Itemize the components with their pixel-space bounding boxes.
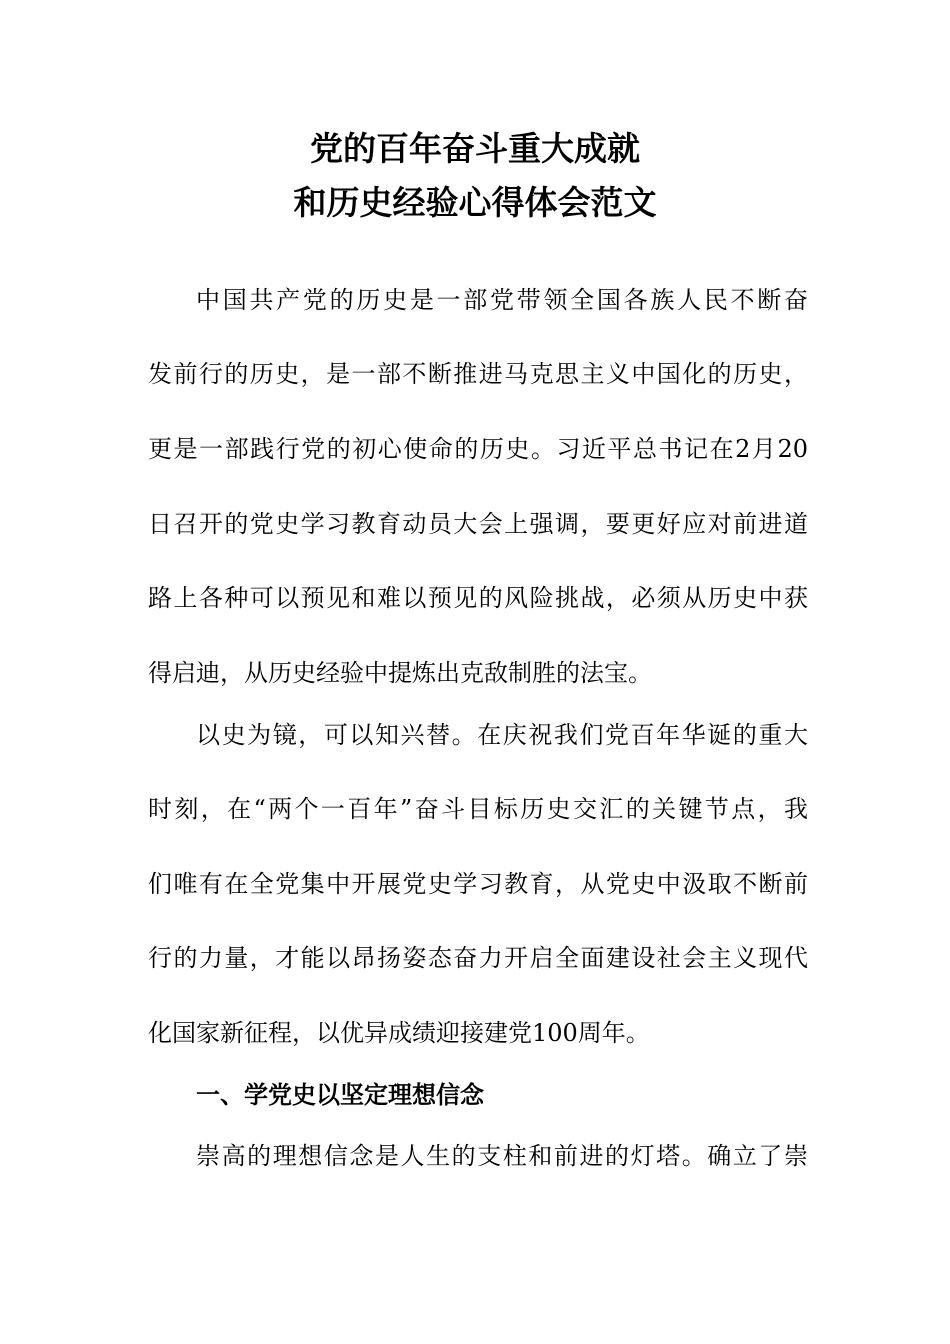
paragraph-1-line-3: 更是一部践行党的初心使命的历史。习近平总书记在2月20 (148, 435, 808, 463)
paragraph-1-line-6: 得启迪，从历史经验中提炼出克敌制胜的法宝。 (148, 659, 652, 687)
paragraph-1-line-4: 日召开的党史学习教育动员大会上强调，要更好应对前进道 (148, 510, 808, 538)
paragraph-2-line-1: 以史为镜，可以知兴替。在庆祝我们党百年华诞的重大 (196, 721, 808, 749)
document-title-line-1: 党的百年奋斗重大成就 (310, 129, 640, 168)
paragraph-2-line-5: 化国家新征程，以优异成绩迎接建党100周年。 (148, 1019, 650, 1047)
paragraph-2-line-4: 行的力量，才能以昂扬姿态奋力开启全面建设社会主义现代 (148, 944, 808, 972)
section-1-heading: 一、学党史以坚定理想信念 (196, 1080, 484, 1109)
paragraph-1-line-1: 中国共产党的历史是一部党带领全国各族人民不断奋 (196, 286, 808, 314)
paragraph-2-line-3: 们唯有在全党集中开展党史学习教育，从党史中汲取不断前 (148, 870, 808, 898)
paragraph-1-line-5: 路上各种可以预见和难以预见的风险挑战，必须从历史中获 (148, 584, 808, 612)
document-title-line-2: 和历史经验心得体会范文 (293, 183, 657, 222)
paragraph-1-line-2: 发前行的历史，是一部不断推进马克思主义中国化的历史， (148, 360, 808, 388)
paragraph-3-line-1: 崇高的理想信念是人生的支柱和前进的灯塔。确立了崇 (196, 1142, 808, 1170)
paragraph-2-line-2: 时刻，在“两个一百年”奋斗目标历史交汇的关键节点，我 (148, 795, 808, 823)
